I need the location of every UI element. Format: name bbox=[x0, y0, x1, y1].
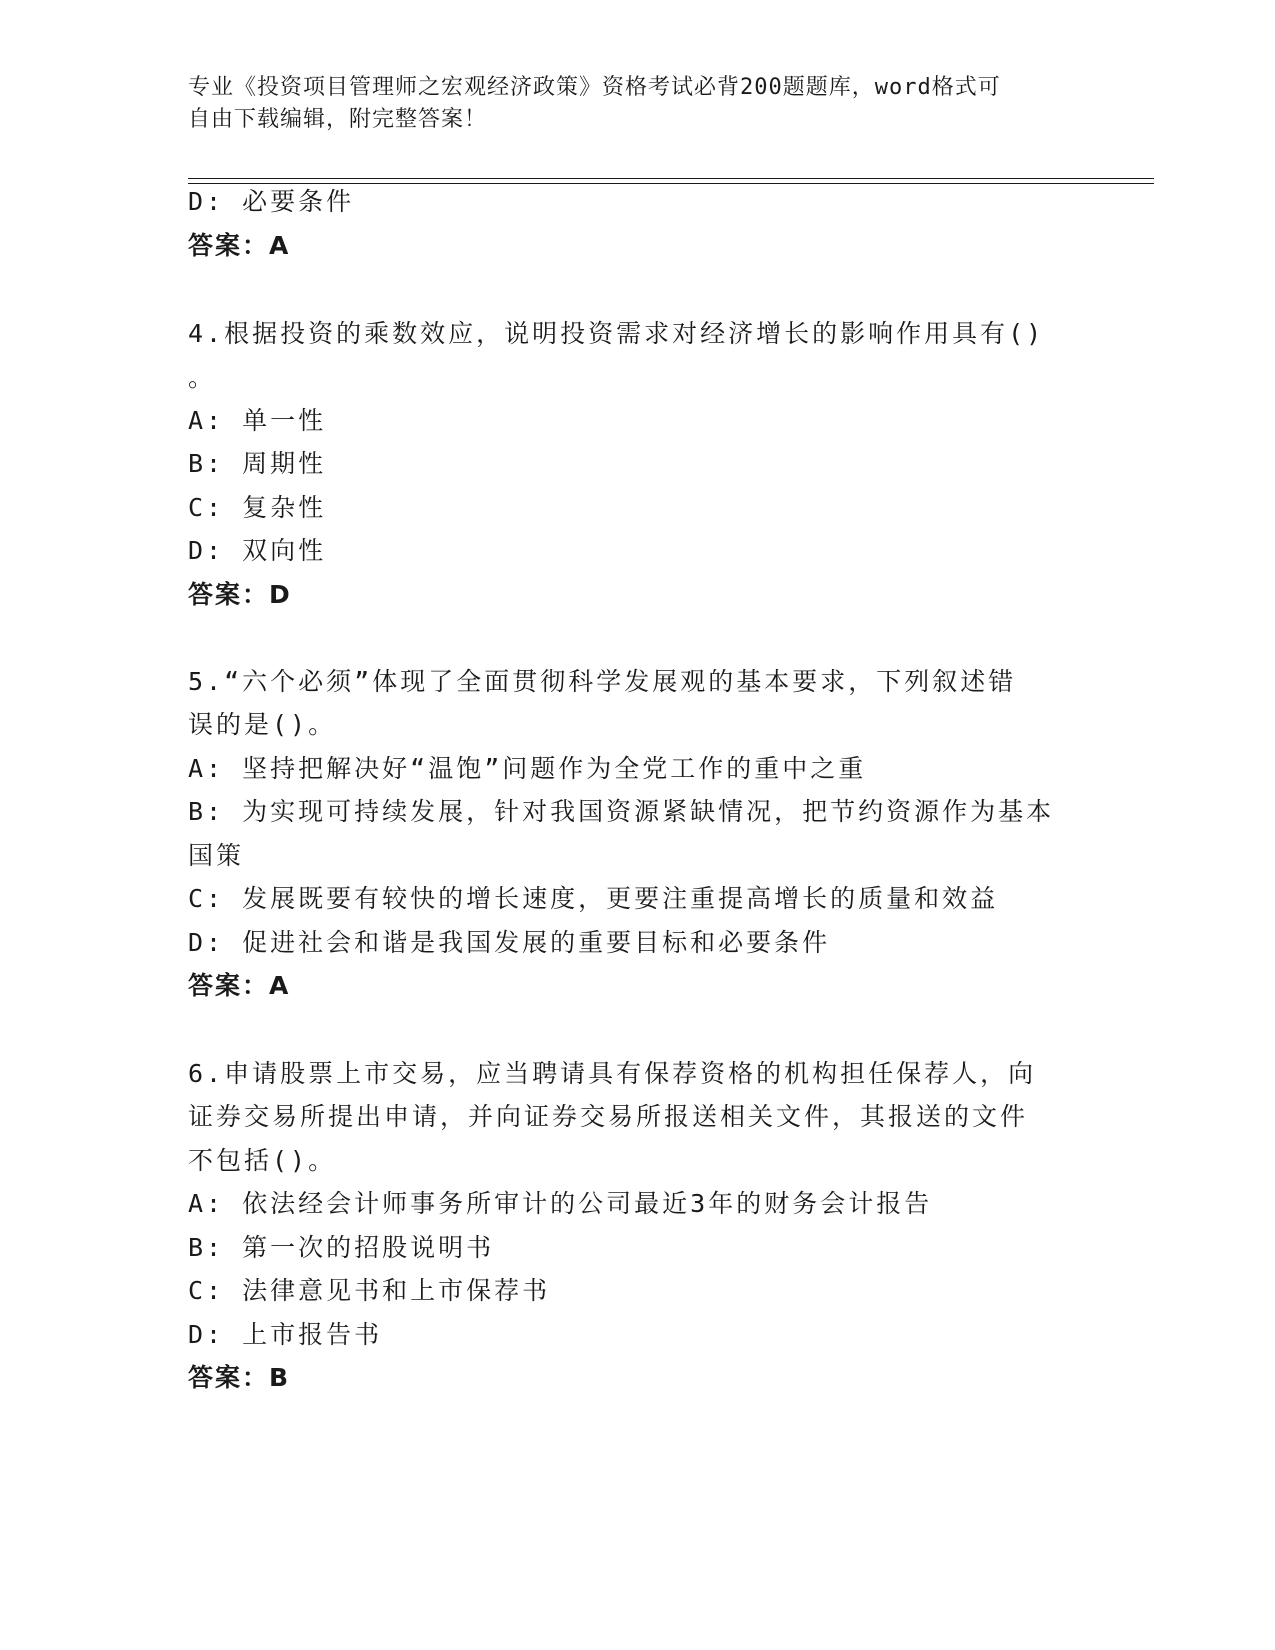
document-header bbox=[188, 72, 1088, 136]
q4-option-a: A: 单一性 bbox=[188, 406, 327, 435]
q5-option-b-cont: 国策 bbox=[188, 841, 245, 870]
q4-option-b: B: 周期性 bbox=[188, 449, 327, 478]
q6-option-a: A: 依法经会计师事务所审计的公司最近3年的财务会计报告 bbox=[188, 1189, 933, 1218]
header-line-1: 专业《投资项目管理师之宏观经济政策》资格考试必背200题题库，word格式可 bbox=[188, 75, 1001, 100]
q6-stem-line-2: 证券交易所提出申请，并向证券交易所报送相关文件，其报送的文件 bbox=[188, 1102, 1029, 1131]
q6-answer: 答案：B bbox=[188, 1363, 291, 1392]
header-divider-top bbox=[188, 178, 1154, 179]
q5-option-a: A: 坚持把解决好“温饱”问题作为全党工作的重中之重 bbox=[188, 754, 867, 783]
header-line-2: 自由下载编辑，附完整答案！ bbox=[188, 107, 488, 132]
q5-option-d: D: 促进社会和谐是我国发展的重要目标和必要条件 bbox=[188, 928, 831, 957]
q4-answer: 答案：D bbox=[188, 580, 292, 609]
q6-option-c: C: 法律意见书和上市保荐书 bbox=[188, 1276, 551, 1305]
q4-stem-line-2: 。 bbox=[188, 363, 217, 392]
q6-stem-line-3: 不包括()。 bbox=[188, 1146, 337, 1175]
q6-option-d: D: 上市报告书 bbox=[188, 1320, 383, 1349]
q6-stem-line-1: 6.申请股票上市交易，应当聘请具有保荐资格的机构担任保荐人，向 bbox=[188, 1059, 1037, 1088]
q5-stem-line-2: 误的是()。 bbox=[188, 710, 337, 739]
q6-option-b: B: 第一次的招股说明书 bbox=[188, 1233, 495, 1262]
prev-option-d: D: 必要条件 bbox=[188, 187, 355, 216]
q5-option-c: C: 发展既要有较快的增长速度，更要注重提高增长的质量和效益 bbox=[188, 884, 999, 913]
q4-option-d: D: 双向性 bbox=[188, 536, 327, 565]
q4-option-c: C: 复杂性 bbox=[188, 493, 327, 522]
q5-option-b: B: 为实现可持续发展，针对我国资源紧缺情况，把节约资源作为基本 bbox=[188, 797, 1055, 826]
q5-answer: 答案：A bbox=[188, 971, 291, 1000]
q5-stem-line-1: 5.“六个必须”体现了全面贯彻科学发展观的基本要求，下列叙述错 bbox=[188, 667, 1017, 696]
q4-stem-line-1: 4.根据投资的乘数效应，说明投资需求对经济增长的影响作用具有() bbox=[188, 319, 1045, 348]
prev-answer: 答案：A bbox=[188, 231, 291, 260]
